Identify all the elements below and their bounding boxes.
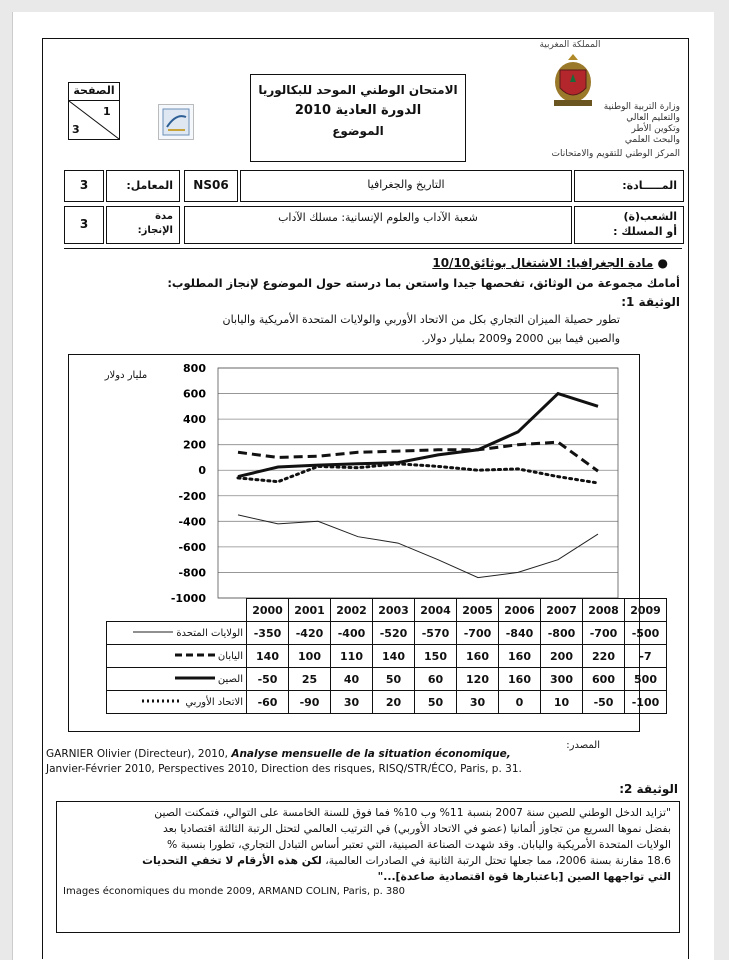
y-tick-label: -200 [178, 489, 206, 503]
y-tick-label: 400 [183, 413, 206, 427]
source1-line2: Janvier-Février 2010, Perspectives 2010, Direction des risques, RISQ/STR/ÉCO, Paris, p. 31. [46, 763, 522, 775]
table-cell: -7 [625, 645, 667, 668]
coef-value-box [64, 170, 104, 202]
page-num: 1 [103, 105, 111, 118]
center-name: المركز الوطني للتقويم والامتحانات [551, 149, 680, 159]
subject-label-box [574, 170, 684, 202]
exam-title-box [250, 74, 466, 162]
table-cell: -700 [457, 622, 499, 645]
doc2-line4 [63, 854, 671, 867]
table-cell: -50 [583, 691, 625, 714]
table-cell: 30 [457, 691, 499, 714]
source1-line1 [46, 748, 686, 760]
table-cell: -800 [541, 622, 583, 645]
duration-value: 3 [79, 217, 89, 231]
table-row-china [107, 668, 667, 691]
ministry-block [510, 40, 680, 165]
legend-label: الاتحاد الأوربي [185, 696, 243, 708]
ministry-line-1: وزارة التربية الوطنية [603, 102, 680, 112]
subject-code: NS06 [193, 178, 229, 192]
emblem-logo [159, 105, 193, 139]
table-row-eu [107, 691, 667, 714]
legend-eu [107, 691, 247, 714]
y-tick-label: -800 [178, 566, 206, 580]
kingdom-name: المملكة المغربية [539, 40, 601, 50]
table-cell: 220 [583, 645, 625, 668]
branch-label-2: أو المسلك : [613, 225, 677, 238]
exam-title-line3: الموضوع [332, 124, 384, 138]
exam-title-line2: الدورة العادية 2010 [294, 103, 422, 118]
subject-value: التاريخ والجغرافيا [367, 178, 445, 191]
table-year: 2006 [499, 599, 541, 622]
table-year: 2005 [457, 599, 499, 622]
section-title: مادة الجغرافيا: الاشتغال بوثائق10/10 [432, 256, 654, 270]
legend-label: اليابان [217, 650, 243, 662]
page-number-box [68, 82, 120, 140]
table-cell: 600 [583, 668, 625, 691]
table-cell: 10 [541, 691, 583, 714]
doc2-box [56, 801, 680, 933]
series-line-0 [238, 515, 598, 578]
table-year: 2004 [415, 599, 457, 622]
table-cell: -840 [499, 622, 541, 645]
y-tick-label: 0 [198, 464, 206, 478]
legend-china [107, 668, 247, 691]
ministry-line-3: وتكوين الأطر [631, 124, 680, 134]
coef-label-box [106, 170, 180, 202]
table-cell: 120 [457, 668, 499, 691]
chart-data-table [106, 598, 667, 714]
table-cell: 160 [499, 668, 541, 691]
table-cell: 160 [457, 645, 499, 668]
legend-label: الولايات المتحدة [176, 627, 243, 639]
doc1-text-1: تطور حصيلة الميزان التجاري بكل من الاتحاد الأوربي والولايات المتحدة الأمريكية واليابان [222, 313, 620, 326]
doc2-source: Images économiques du monde 2009, ARMAND COLIN, Paris, p. 380 [63, 886, 406, 897]
table-cell: 40 [331, 668, 373, 691]
table-year: 2002 [331, 599, 373, 622]
legend-usa [107, 622, 247, 645]
source1-title: Analyse mensuelle de la situation économique, [231, 748, 511, 760]
subject-label: المـــــادة: [622, 179, 677, 192]
table-cell: -420 [289, 622, 331, 645]
table-cell: 500 [625, 668, 667, 691]
table-cell: -520 [373, 622, 415, 645]
y-tick-label: 600 [183, 387, 206, 401]
table-cell: -700 [583, 622, 625, 645]
table-cell: 50 [415, 691, 457, 714]
table-cell: -50 [247, 668, 289, 691]
table-cell: -570 [415, 622, 457, 645]
duration-label-box [106, 206, 180, 244]
table-cell: -400 [331, 622, 373, 645]
doc2-line2: بفضل نموها السريع من تجاوز ألمانيا (عضو في الاتحاد الأوربي) في الترتيب العالمي لتحتل الرتبة الثالثة اقتصاديا بعد [163, 822, 671, 835]
y-tick-label: -400 [178, 515, 206, 529]
chart-ylabel: مليار دولار [104, 370, 148, 381]
bullet-icon: ● [653, 256, 668, 270]
y-tick-label: -600 [178, 540, 206, 554]
table-cell: 100 [289, 645, 331, 668]
instructions: أمامك مجموعة من الوثائق، تفحصها جيدا واستعن بما درسته حول الموضوع لإنجاز المطلوب: [167, 276, 680, 290]
branch-value: شعبة الآداب والعلوم الإنسانية: مسلك الآداب [278, 211, 478, 224]
table-row-usa [107, 622, 667, 645]
coef-label: المعامل: [126, 179, 173, 192]
table-cell: -90 [289, 691, 331, 714]
table-cell: 60 [415, 668, 457, 691]
table-cell: 20 [373, 691, 415, 714]
table-cell: 0 [499, 691, 541, 714]
table-corner [107, 599, 247, 622]
doc2-line5: التي تواجهها الصين [باعتبارها قوة اقتصادية صاعدة]..." [377, 870, 671, 883]
ministry-line-2: والتعليم العالي [626, 113, 680, 123]
table-row-japan [107, 645, 667, 668]
legend-dotted-line-icon [142, 697, 182, 705]
duration-value-box [64, 206, 104, 244]
source1-label: المصدر: [566, 740, 600, 751]
table-year: 2008 [583, 599, 625, 622]
y-tick-label: 800 [183, 362, 206, 375]
y-tick-label: -1000 [170, 592, 206, 604]
section-heading [300, 256, 668, 270]
table-cell: -60 [247, 691, 289, 714]
coef-value: 3 [79, 178, 89, 192]
table-year: 2009 [625, 599, 667, 622]
table-year: 2000 [247, 599, 289, 622]
table-cell: 110 [331, 645, 373, 668]
source1-author: GARNIER Olivier (Directeur), 2010, [46, 748, 232, 760]
table-cell: 30 [331, 691, 373, 714]
doc1-label: الوثيقة 1: [621, 295, 680, 309]
page-total: 3 [72, 123, 80, 136]
table-cell: 50 [373, 668, 415, 691]
table-row-years [107, 599, 667, 622]
table-cell: 200 [541, 645, 583, 668]
page-label: الصفحة [73, 84, 115, 97]
table-cell: -100 [625, 691, 667, 714]
table-cell: 150 [415, 645, 457, 668]
doc1-text-2: والصين فيما بين 2000 و2009 بمليار دولار. [421, 332, 620, 345]
table-year: 2001 [289, 599, 331, 622]
table-cell: 300 [541, 668, 583, 691]
branch-label-1: الشعب(ة) [623, 210, 677, 223]
series-line-2 [238, 394, 598, 477]
doc2-line4-text: 18.6 مقارنة بسنة 2006، مما جعلها تحتل الرتبة الثانية في الصادرات العالمية، [321, 854, 671, 867]
legend-label: الصين [217, 673, 243, 685]
exam-title-line1: الامتحان الوطني الموحد للبكالوريا [258, 83, 458, 97]
table-year: 2003 [373, 599, 415, 622]
table-cell: 140 [373, 645, 415, 668]
duration-label-1: مدة [155, 211, 173, 222]
legend-thin-line-icon [133, 628, 173, 636]
doc2-line1: "تزايد الدخل الوطني للصين سنة 2007 بنسبة 11% وب 10% فما فوق للسنة الخامسة على التوالي، فتمكنت الصين [154, 806, 671, 819]
legend-thick-line-icon [175, 674, 215, 682]
table-cell: 140 [247, 645, 289, 668]
legend-dashed-line-icon [175, 651, 215, 659]
plot-area [218, 368, 618, 598]
ministry-line-4: والبحث العلمي [624, 135, 680, 145]
code-box [184, 170, 238, 202]
y-tick-label: 200 [183, 438, 206, 452]
doc2-line3: الولايات المتحدة الأمريكية واليابان. وقد شهدت الصناعة الصينية، التي تعتبر أساس التبادل التجاري، تطورا بنسبة % [166, 838, 671, 851]
balance-chart [68, 354, 638, 604]
table-year: 2007 [541, 599, 583, 622]
table-cell: -350 [247, 622, 289, 645]
doc2-line4-bold: لكن هذه الأرقام لا تخفي التحديات [142, 854, 322, 867]
table-cell: -500 [625, 622, 667, 645]
table-cell: 160 [499, 645, 541, 668]
center-emblem [158, 104, 194, 140]
duration-label-2: الإنجاز: [137, 225, 173, 236]
legend-japan [107, 645, 247, 668]
subject-value-box [240, 170, 572, 202]
doc2-label: الوثيقة 2: [619, 782, 678, 796]
table-cell: 25 [289, 668, 331, 691]
header-separator [64, 248, 682, 249]
branch-value-box [184, 206, 572, 244]
branch-label-box [574, 206, 684, 244]
